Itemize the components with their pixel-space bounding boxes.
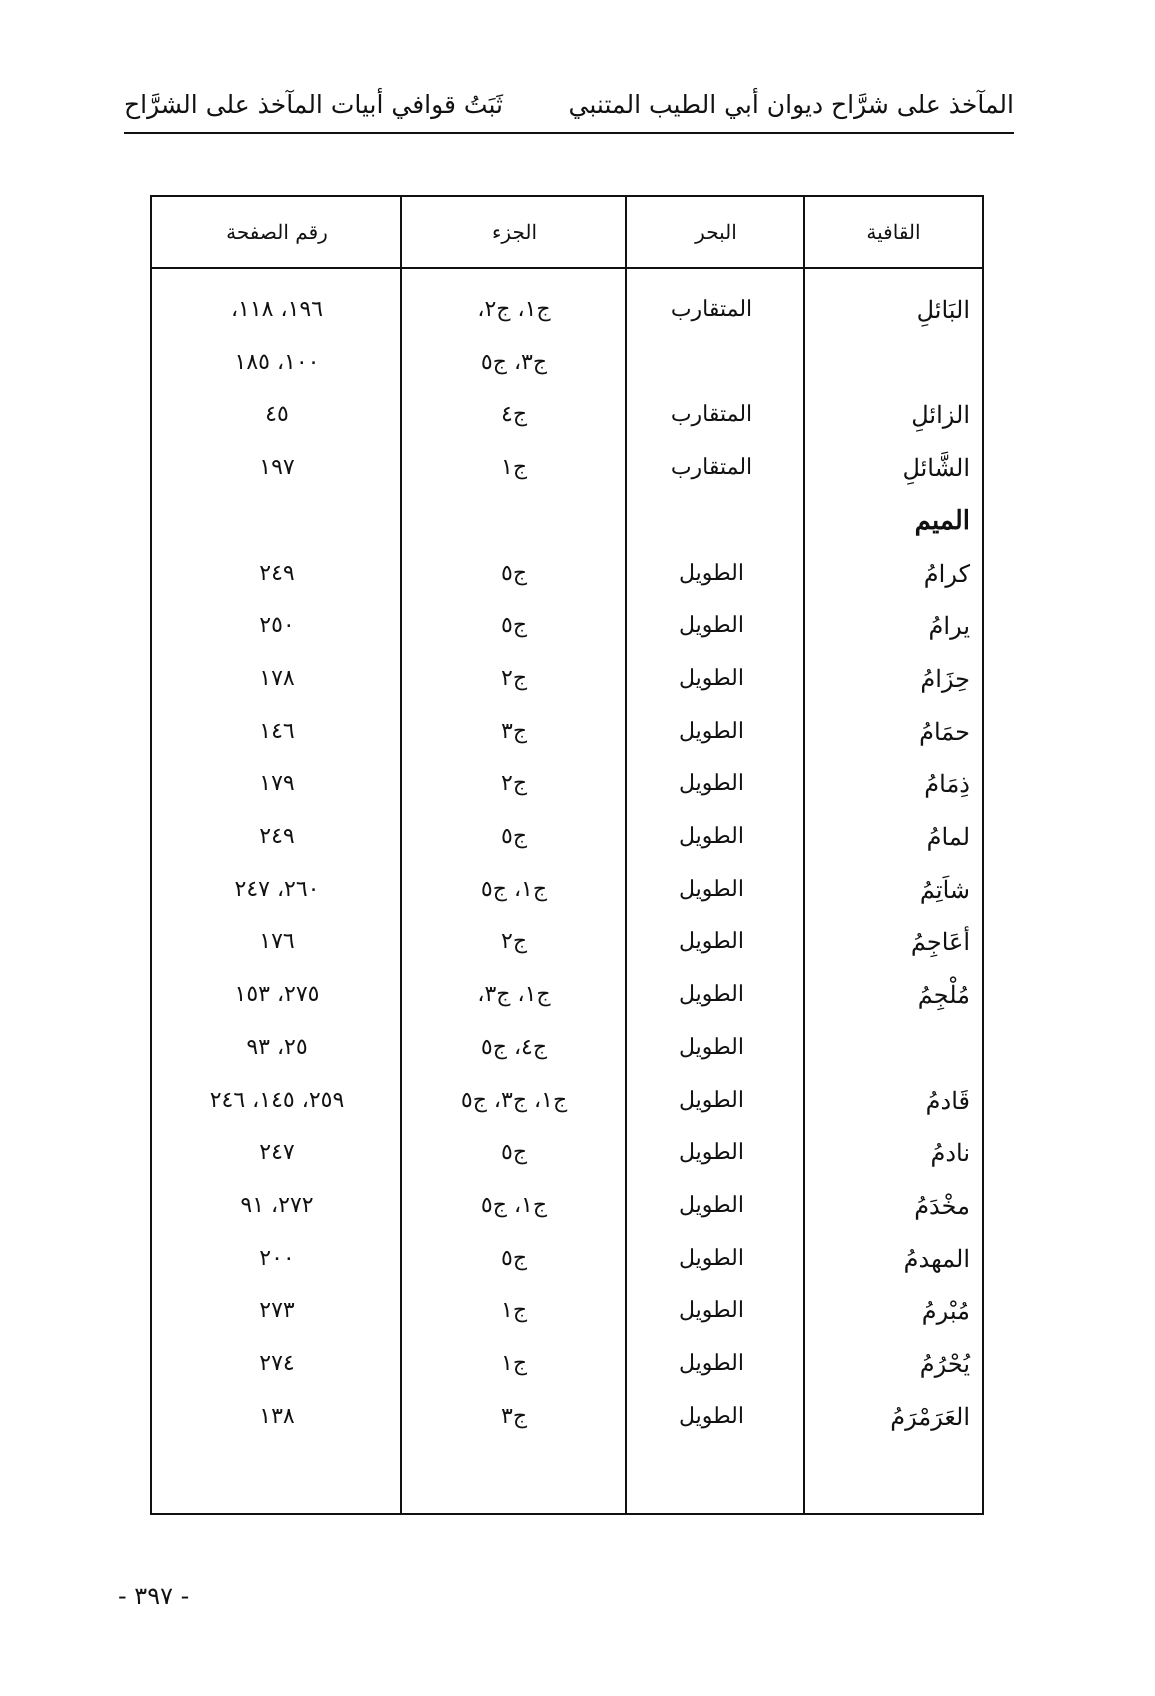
rhyme-index-table [150, 195, 984, 1515]
table-row [152, 653, 982, 705]
table-row [152, 916, 982, 968]
rhyme-cell [805, 337, 970, 389]
meter-cell [634, 337, 789, 389]
page-ref-cell: ٢٥، ٩٣ [246, 1034, 308, 1060]
volume-cell: ج٥ [500, 1140, 528, 1166]
meter-cell: الطويل [678, 1087, 744, 1113]
rhyme-cell: مخْدَمُ [914, 1191, 970, 1220]
page-ref-cell: ٢٧٥، ١٥٣ [234, 982, 320, 1008]
meter-cell: الطويل [678, 1140, 744, 1166]
page-ref-cell: ١٧٩ [259, 771, 295, 797]
meter-cell: الطويل [678, 1403, 744, 1429]
meter-cell: الطويل [678, 1245, 744, 1271]
volume-cell: ج٤، ج٥ [480, 1034, 548, 1060]
page-ref-cell: ٢٧٣ [259, 1298, 295, 1324]
volume-cell: ج١، ج٢، [477, 297, 551, 322]
rhyme-cell: نادمُ [930, 1139, 970, 1168]
page-ref-cell: ٢٦٠، ٢٤٧ [234, 876, 320, 902]
rhyme-cell: العَرَمْرَمُ [890, 1402, 970, 1431]
page-number: - ٣٩٧ - [118, 1582, 190, 1610]
meter-cell: الطويل [678, 718, 744, 744]
page-ref-cell: ٢٧٢، ٩١ [240, 1192, 314, 1218]
volume-cell: ج١، ج٥ [480, 1192, 548, 1218]
rhyme-cell: يُحْرُمُ [919, 1350, 970, 1378]
rhyme-cell: حمَامُ [919, 717, 970, 746]
rhyme-cell: أعَاجِمُ [910, 928, 970, 957]
meter-cell: الطويل [678, 665, 744, 691]
meter-cell: الطويل [678, 876, 744, 902]
page-ref-cell: ٢٤٩ [259, 560, 295, 586]
column-header-page: رقم الصفحة [226, 220, 328, 244]
page-ref-cell: ٢٤٩ [259, 824, 295, 849]
meter-cell: المتقارب [670, 455, 753, 481]
page-ref-cell: ١٤٦ [259, 718, 295, 744]
book-title: المآخذ على شرَّاح ديوان أبي الطيب المتنبي [568, 90, 1014, 119]
header-rule [124, 132, 1014, 134]
rhyme-cell: مُبْرمُ [921, 1297, 970, 1326]
meter-cell: الطويل [678, 613, 744, 639]
meter-cell: الطويل [678, 1192, 744, 1218]
table-row [152, 1180, 982, 1232]
page-ref-cell: ٢٥٠ [259, 613, 295, 639]
volume-cell: ج١ [500, 1351, 528, 1376]
column-header-qafia: القافية [866, 220, 921, 244]
rhyme-cell: الزائلِ [911, 401, 970, 430]
volume-cell: ج٤ [500, 402, 528, 428]
page-ref-cell: ١٩٦، ١١٨، [230, 297, 324, 322]
page-ref-cell: ١٩٧ [259, 455, 295, 481]
section-heading: الميم [914, 505, 970, 536]
page-ref-cell: ١٣٨ [259, 1403, 295, 1429]
meter-cell: الطويل [678, 1034, 744, 1060]
table-row [152, 548, 982, 600]
rhyme-cell: المهدمُ [903, 1244, 970, 1273]
rhyme-cell: مُلْجِمُ [917, 981, 970, 1010]
volume-cell: ج٥ [500, 560, 528, 586]
page-ref-cell: ٢٧٤ [259, 1351, 295, 1376]
table-row [152, 284, 982, 336]
meter-cell: الطويل [678, 560, 744, 586]
table-row [152, 1022, 982, 1074]
section-heading-row [152, 495, 982, 547]
page-ref-cell: ٢٠٠ [259, 1245, 295, 1271]
rhyme-cell: قَادمُ [925, 1086, 970, 1115]
table-row [152, 1075, 982, 1127]
meter-cell: الطويل [678, 982, 744, 1008]
rhyme-cell [805, 1022, 970, 1074]
table-row [152, 389, 982, 441]
volume-cell: ج٢ [500, 929, 528, 955]
table-row [152, 337, 982, 389]
volume-cell: ج٢ [500, 665, 528, 691]
volume-cell: ج١، ج٥ [480, 876, 548, 902]
table-row [152, 1338, 982, 1390]
volume-cell: ج٥ [500, 1245, 528, 1271]
table-header-row [152, 197, 982, 269]
volume-cell: ج٥ [500, 824, 528, 849]
volume-cell: ج٥ [500, 613, 528, 639]
table-row [152, 1127, 982, 1179]
table-row [152, 442, 982, 494]
meter-cell: الطويل [678, 1351, 744, 1376]
column-header-bahr: البحر [695, 220, 737, 244]
table-row [152, 1391, 982, 1443]
volume-cell: ج٣ [500, 718, 528, 744]
volume-cell: ج٣، ج٥ [480, 349, 548, 375]
table-row [152, 1233, 982, 1285]
meter-cell: الطويل [678, 929, 744, 955]
running-head [124, 84, 1014, 134]
rhyme-cell: كرامُ [923, 559, 970, 588]
meter-cell: الطويل [678, 771, 744, 797]
rhyme-cell: لمامُ [926, 823, 970, 851]
volume-cell: ج٢ [500, 771, 528, 797]
volume-cell: ج٣ [500, 1403, 528, 1429]
rhyme-cell: ذِمَامُ [924, 770, 970, 799]
volume-cell: ج١ [500, 1298, 528, 1324]
page-ref-cell: ١٧٨ [259, 665, 295, 691]
rhyme-cell: البَائلِ [916, 296, 970, 324]
rhyme-cell: شاَتِمُ [919, 875, 970, 904]
page-ref-cell: ١٠٠، ١٨٥ [234, 349, 320, 375]
table-row [152, 811, 982, 863]
meter-cell: الطويل [678, 824, 744, 849]
rhyme-cell: الشَّائلِ [902, 454, 970, 483]
volume-cell: ج١، ج٣، ج٥ [460, 1087, 568, 1113]
volume-cell: ج١، ج٣، [477, 982, 551, 1008]
column-header-juz: الجزء [492, 220, 537, 244]
meter-cell: الطويل [678, 1298, 744, 1324]
page-ref-cell: ٤٥ [265, 402, 289, 428]
volume-cell: ج١ [500, 455, 528, 481]
section-title: ثَبَتُ قوافي أبيات المآخذ على الشرَّاح [124, 90, 503, 119]
rhyme-cell: حِزَامُ [920, 664, 970, 693]
table-row [152, 706, 982, 758]
table-row [152, 1285, 982, 1337]
page-ref-cell: ٢٤٧ [259, 1140, 295, 1166]
meter-cell: المتقارب [670, 297, 753, 322]
table-row [152, 969, 982, 1021]
meter-cell: المتقارب [670, 402, 753, 428]
table-row [152, 600, 982, 652]
table-row [152, 758, 982, 810]
table-row [152, 864, 982, 916]
page-ref-cell: ١٧٦ [259, 929, 295, 955]
page-ref-cell: ٢٥٩، ١٤٥، ٢٤٦ [209, 1087, 345, 1113]
rhyme-cell: يرامُ [928, 612, 970, 641]
